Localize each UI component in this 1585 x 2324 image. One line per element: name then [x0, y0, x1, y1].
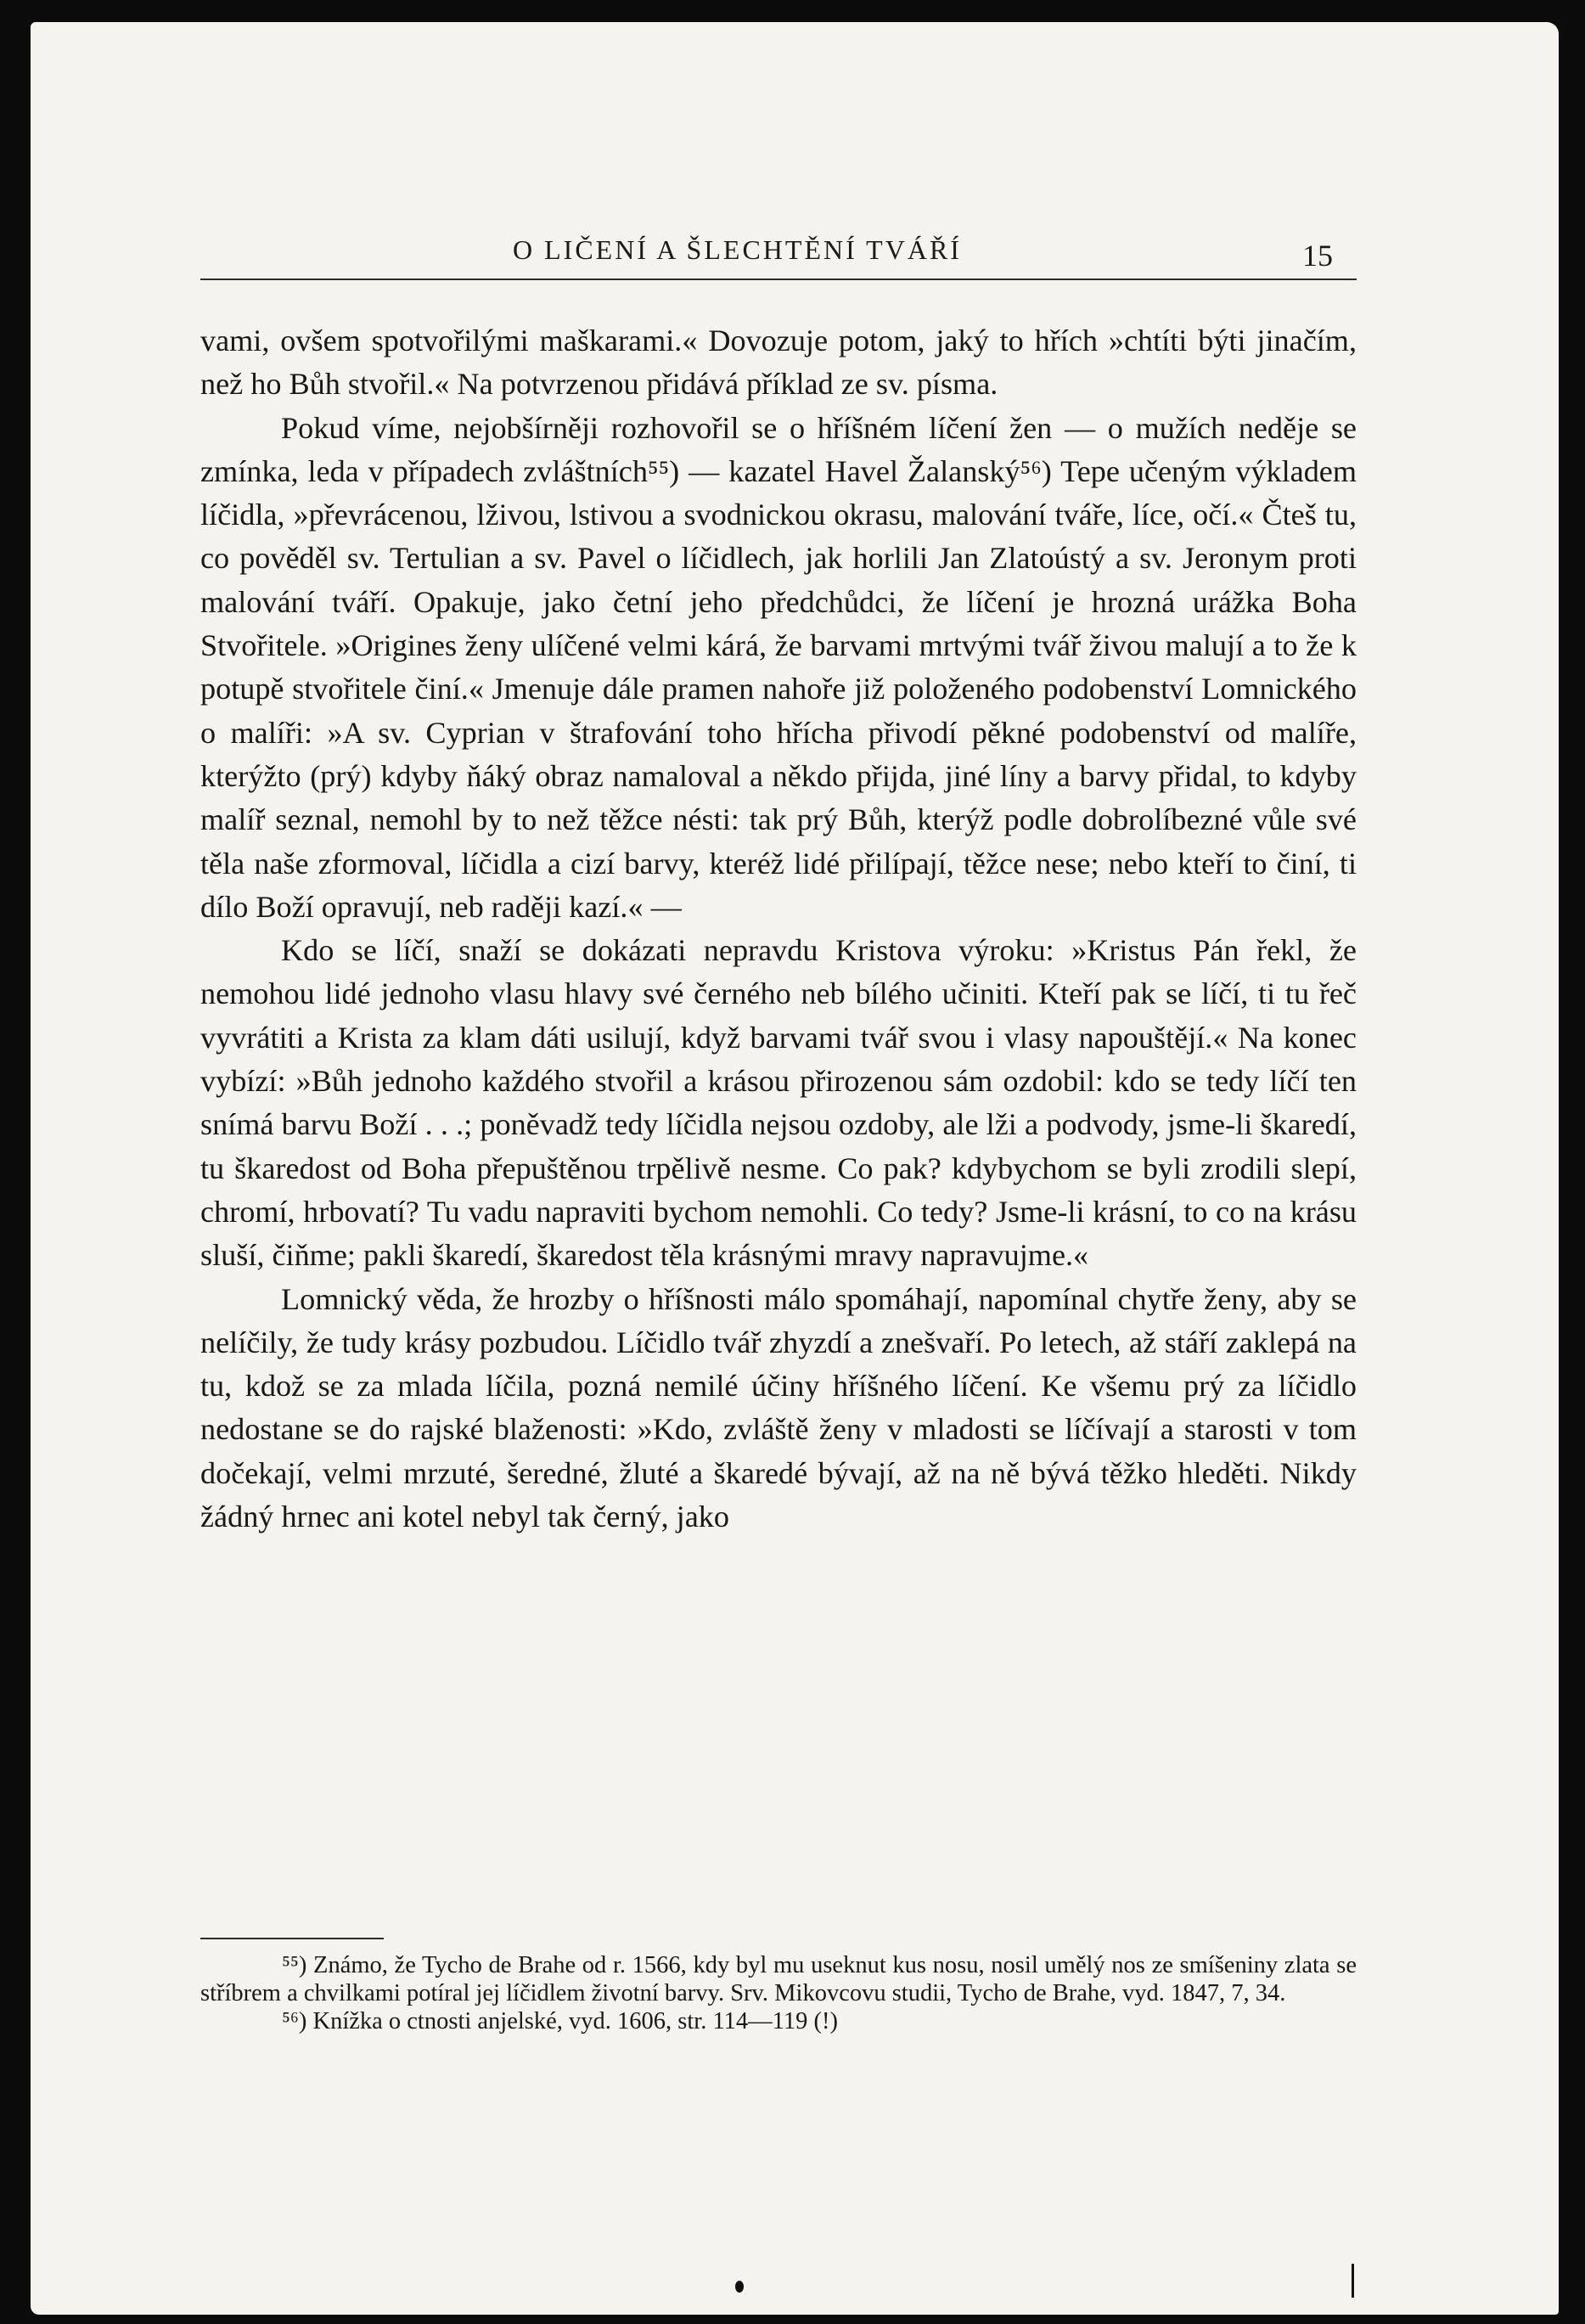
paragraph-1: vami, ovšem spotvořilými maškarami.« Dovozuje potom, jaký to hřích »chtíti býti jinačím, než ho Bůh stvořil.« Na potvrzenou přidává příklad ze sv. písma.: [200, 324, 1357, 402]
paragraph-2: Pokud víme, nejobšírněji rozhovořil se o hříšném líčení žen — o mužích neděje se zmínka, leda v případech zvláštních⁵⁵) — kazatel Havel Žalanský⁵⁶) Tepe učeným výkladem líčidla, »převrácenou, lživou, lstivou a svodnickou okrasu, malování tváře, líce, očí.« Čteš tu, co pověděl sv. Tertulian a sv. Pavel o líčidlech, jak horlili Jan Zlatoústý a sv. Jeronym proti malování tváří. Opakuje, jako četní jeho předchůdci, že líčení je hrozná urážka Boha Stvořitele. »Origines ženy ulíčené velmi kárá, že barvami mrtvými tvář živou malují a to že k potupě stvořitele činí.« Jmenuje dále pramen nahoře již položeného podobenství Lomnického o malíři: »A sv. Cyprian v štrafování toho hřícha přivodí pěkné podobenství od malíře, kterýžto (prý) kdyby ňáký obraz namaloval a někdo přijda, jiné líny a barvy přidal, to kdyby malíř seznal, nemohl by to než těžce nésti: tak prý Bůh, kterýž podle dobrolíbezné vůle své těla naše zformoval, líčidla a cizí barvy, kteréž lidé přilípají, těžce nese; nebo kteří to činí, ti dílo Boží opravují, neb raději kazí.« —: [200, 410, 1357, 924]
footnote-55: ⁵⁵) Známo, že Tycho de Brahe od r. 1566, kdy byl mu useknut kus nosu, nosil umělý nos ze smíšeniny zlata se stříbrem a chvilkami potíral jej líčidlem životní barvy. Srv. Mikovcovu studii, Tycho de Brahe, vyd. 1847, 7, 34.: [200, 1952, 1357, 2006]
running-title: O LIČENÍ A ŠLECHTĚNÍ TVÁŘÍ: [513, 234, 962, 265]
body-text: [200, 319, 1357, 1539]
footnotes: [200, 1951, 1357, 2035]
header-rule: [200, 279, 1357, 280]
ink-dot: [735, 2281, 744, 2293]
running-head: [31, 211, 1559, 272]
paragraph-3: Kdo se líčí, snaží se dokázati nepravdu Kristova výroku: »Kristus Pán řekl, že nemohou lidé jednoho vlasu hlavy své černého neb bílého učiniti. Kteří pak se líčí, ti tu řeč vyvrátiti a Krista za klam dáti usilují, když barvami tvář svou i vlasy napouštějí.« Na konec vybízí: »Bůh jednoho každého stvořil a krásou přirozenou sám ozdobil: kdo se tedy líčí ten snímá barvu Boží . . .; poněvadž tedy líčidla nejsou ozdoby, ale lži a podvody, jsme-li škaredí, tu škaredost od Boha přepuštěnou trpělivě nesme. Co pak? kdybychom se byli zrodili slepí, chromí, hrbovatí? Tu vadu napraviti bychom nemohli. Co tedy? Jsme-li krásní, to co na krásu sluší, čiňme; pakli škaredí, škaredost těla krásnými mravy napravujme.«: [200, 933, 1357, 1273]
scanned-page: [31, 22, 1559, 2315]
margin-mark-right-bottom: [1352, 2264, 1354, 2298]
footnote-56: ⁵⁶) Knížka o ctnosti anjelské, vyd. 1606, str. 114—119 (!): [282, 2008, 838, 2034]
page-number: 15: [1302, 239, 1333, 273]
footnote-rule: [200, 1938, 384, 1939]
paragraph-4: Lomnický věda, že hrozby o hříšnosti málo spomáhají, napomínal chytře ženy, aby se nelíčily, že tudy krásy pozbudou. Líčidlo tvář zhyzdí a znešvaří. Po letech, až stáří zaklepá na tu, kdož se za mlada líčila, pozná nemilé účiny hříšného líčení. Ke všemu prý za líčidlo nedostane se do rajské blaženosti: »Kdo, zvláště ženy v mladosti se líčívají a starosti v tom dočekají, velmi mrzuté, šeredné, žluté a škaredé bývají, až na ně bývá těžko hleděti. Nikdy žádný hrnec ani kotel nebyl tak černý, jako: [200, 1281, 1357, 1534]
